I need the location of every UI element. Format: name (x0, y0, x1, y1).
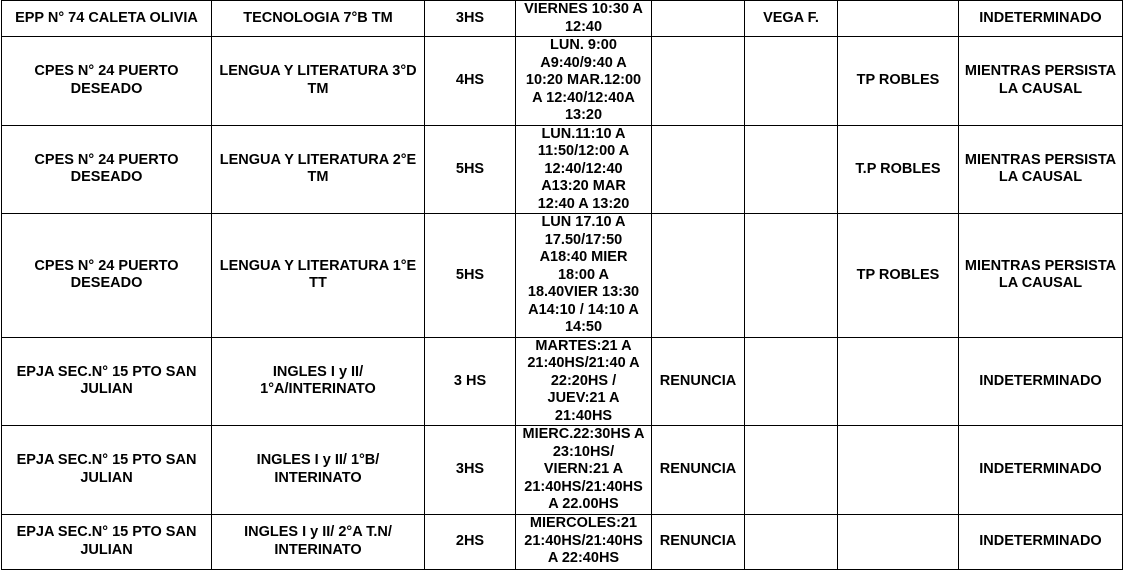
substitute-cell (838, 1, 959, 37)
school-cell-line: DESEADO (70, 80, 143, 97)
schedule-cell-line: LUN 17.10 A (541, 214, 626, 230)
holder-cell (745, 337, 838, 426)
schedule-cell-line: 21:40HS/21:40HS (524, 532, 643, 549)
schedule-cell-line: A 12:40/12:40A (532, 89, 635, 106)
duration-cell-line: INDETERMINADO (979, 461, 1102, 477)
duration-cell (959, 514, 1123, 569)
holder-cell (745, 426, 838, 515)
schedule-cell-line: 23:10HS/ (552, 443, 615, 460)
subject-cell-line: TT (309, 275, 327, 292)
substitute-cell: TP ROBLES (838, 214, 959, 338)
subject-cell (212, 37, 425, 126)
duration-cell-line: INDETERMINADO (979, 372, 1102, 389)
schedule-cell-line: 21:40HS (554, 407, 613, 424)
hours-cell: 3HS (425, 1, 516, 37)
holder-cell: VEGA F. (745, 1, 838, 37)
schedule-cell-line: 18.40VIER 13:30 (527, 284, 640, 300)
table-row (2, 214, 1123, 338)
schedule-cell-line: 21:40HS/21:40HS (524, 478, 643, 495)
duration-cell-line: MIENTRAS PERSISTA (964, 63, 1117, 80)
subject-cell (212, 125, 425, 214)
schedule-cell-line: 17.50/17:50 (544, 231, 623, 248)
schedule-table (1, 0, 1123, 570)
table-row (2, 37, 1123, 126)
hours-cell: 3 HS (425, 337, 516, 426)
holder-cell (745, 514, 838, 569)
subject-cell-line: INGLES I y II/ 1°B/ (256, 452, 380, 469)
school-cell (2, 1, 212, 37)
substitute-cell: T.P ROBLES (838, 125, 959, 214)
schedule-cell-line: 12:40/12:40 (544, 160, 623, 177)
reason-cell: RENUNCIA (652, 337, 745, 426)
school-cell-line: JULIAN (80, 469, 133, 486)
school-cell-line: CPES N° 24 PUERTO (34, 63, 179, 80)
schedule-cell-line: 11:50/12:00 A (537, 143, 630, 159)
schedule-cell (516, 514, 652, 569)
school-cell-line: EPJA SEC.N° 15 PTO SAN (16, 524, 197, 540)
duration-cell (959, 125, 1123, 214)
school-cell-line: JULIAN (80, 381, 133, 398)
table-row (2, 426, 1123, 515)
duration-cell-line: MIENTRAS PERSISTA (964, 151, 1117, 168)
substitute-cell: TP ROBLES (838, 37, 959, 126)
substitute-cell (838, 426, 959, 515)
schedule-cell-line: 21:40HS/21:40 A (527, 355, 640, 371)
school-cell (2, 337, 212, 426)
school-cell-line: EPJA SEC.N° 15 PTO SAN (16, 363, 197, 380)
reason-cell: RENUNCIA (652, 426, 745, 515)
duration-cell-line: MIENTRAS PERSISTA (964, 257, 1117, 274)
substitute-cell (838, 337, 959, 426)
schedule-cell-line: A18:40 MIER (539, 249, 628, 265)
school-cell-line: CPES N° 24 PUERTO (34, 257, 179, 274)
subject-cell (212, 214, 425, 338)
schedule-cell-line: LUN. 9:00 (550, 37, 617, 53)
subject-cell-line: LENGUA Y LITERATURA 1°E (219, 257, 417, 274)
schedule-cell (516, 214, 652, 338)
school-cell-line: EPJA SEC.N° 15 PTO SAN (16, 452, 197, 469)
subject-cell-line: 1°A/INTERINATO (260, 381, 376, 398)
schedule-cell-line: JUEV:21 A (547, 390, 620, 406)
subject-cell-line: LENGUA Y LITERATURA 2°E (219, 151, 417, 168)
schedule-cell (516, 337, 652, 426)
schedule-cell-line: 13:20 (564, 107, 603, 123)
subject-cell (212, 514, 425, 569)
school-cell-line: DESEADO (70, 275, 143, 292)
school-cell-line: EPP N° 74 CALETA OLIVIA (15, 9, 198, 26)
duration-cell-line: INDETERMINADO (979, 9, 1102, 26)
subject-cell (212, 337, 425, 426)
subject-cell-line: TM (307, 80, 329, 97)
subject-cell-line: TECNOLOGIA 7°B TM (243, 9, 393, 26)
schedule-cell-line: 12:40 (564, 18, 603, 35)
holder-cell (745, 214, 838, 338)
duration-cell (959, 426, 1123, 515)
duration-cell (959, 37, 1123, 126)
subject-cell-line: INGLES I y II/ (272, 363, 364, 380)
duration-cell-line: LA CAUSAL (998, 275, 1083, 292)
school-cell (2, 214, 212, 338)
schedule-cell (516, 1, 652, 37)
hours-cell: 5HS (425, 214, 516, 338)
schedule-cell-line: VIERN:21 A (543, 461, 624, 477)
schedule-cell-line: A9:40/9:40 A (540, 54, 627, 71)
schedule-cell (516, 37, 652, 126)
schedule-cell-line: MIERCOLES:21 (529, 515, 638, 532)
holder-cell (745, 125, 838, 214)
reason-cell (652, 125, 745, 214)
school-cell-line: JULIAN (80, 541, 133, 558)
schedule-cell-line: A14:10 / 14:10 A (528, 301, 639, 318)
reason-cell (652, 214, 745, 338)
subject-cell (212, 1, 425, 37)
table-row (2, 337, 1123, 426)
hours-cell: 2HS (425, 514, 516, 569)
duration-cell (959, 337, 1123, 426)
school-cell (2, 37, 212, 126)
subject-cell-line: INTERINATO (274, 541, 362, 558)
reason-cell (652, 1, 745, 37)
schedule-cell-line: 14:50 (564, 319, 603, 335)
hours-cell: 5HS (425, 125, 516, 214)
substitute-cell (838, 514, 959, 569)
schedule-cell-line: VIERNES 10:30 A (524, 1, 643, 17)
table-row (2, 125, 1123, 214)
schedule-cell-line: 10:20 MAR.12:00 (525, 72, 642, 88)
hours-cell: 3HS (425, 426, 516, 515)
subject-cell-line: LENGUA Y LITERATURA 3°D (219, 63, 417, 80)
school-cell (2, 125, 212, 214)
duration-cell-line: LA CAUSAL (998, 169, 1083, 186)
schedule-cell-line: A 22.00HS (548, 496, 619, 512)
subject-cell-line: INGLES I y II/ 2°A T.N/ (244, 524, 392, 540)
schedule-cell-line: LUN.11:10 A (541, 125, 626, 142)
schedule-cell-line: A13:20 MAR (541, 178, 626, 194)
duration-cell-line: INDETERMINADO (979, 532, 1102, 549)
schedule-cell-line: MARTES:21 A (535, 337, 632, 354)
schedule-cell (516, 125, 652, 214)
duration-cell (959, 1, 1123, 37)
table-row (2, 514, 1123, 569)
schedule-cell-line: 22:20HS / (550, 372, 617, 389)
schedule-cell-line: 12:40 A 13:20 (537, 195, 630, 212)
reason-cell (652, 37, 745, 126)
duration-cell (959, 214, 1123, 338)
holder-cell (745, 37, 838, 126)
subject-cell-line: TM (307, 169, 329, 186)
subject-cell-line: INTERINATO (274, 469, 362, 486)
reason-cell: RENUNCIA (652, 514, 745, 569)
subject-cell (212, 426, 425, 515)
duration-cell-line: LA CAUSAL (998, 80, 1083, 97)
schedule-cell-line: A 22:40HS (547, 550, 620, 567)
school-cell (2, 426, 212, 515)
school-cell-line: DESEADO (70, 169, 143, 186)
school-cell (2, 514, 212, 569)
table-row (2, 1, 1123, 37)
school-cell-line: CPES N° 24 PUERTO (34, 151, 179, 168)
schedule-cell (516, 426, 652, 515)
schedule-cell-line: MIERC.22:30HS A (522, 426, 645, 442)
hours-cell: 4HS (425, 37, 516, 126)
schedule-cell-line: 18:00 A (557, 266, 610, 283)
